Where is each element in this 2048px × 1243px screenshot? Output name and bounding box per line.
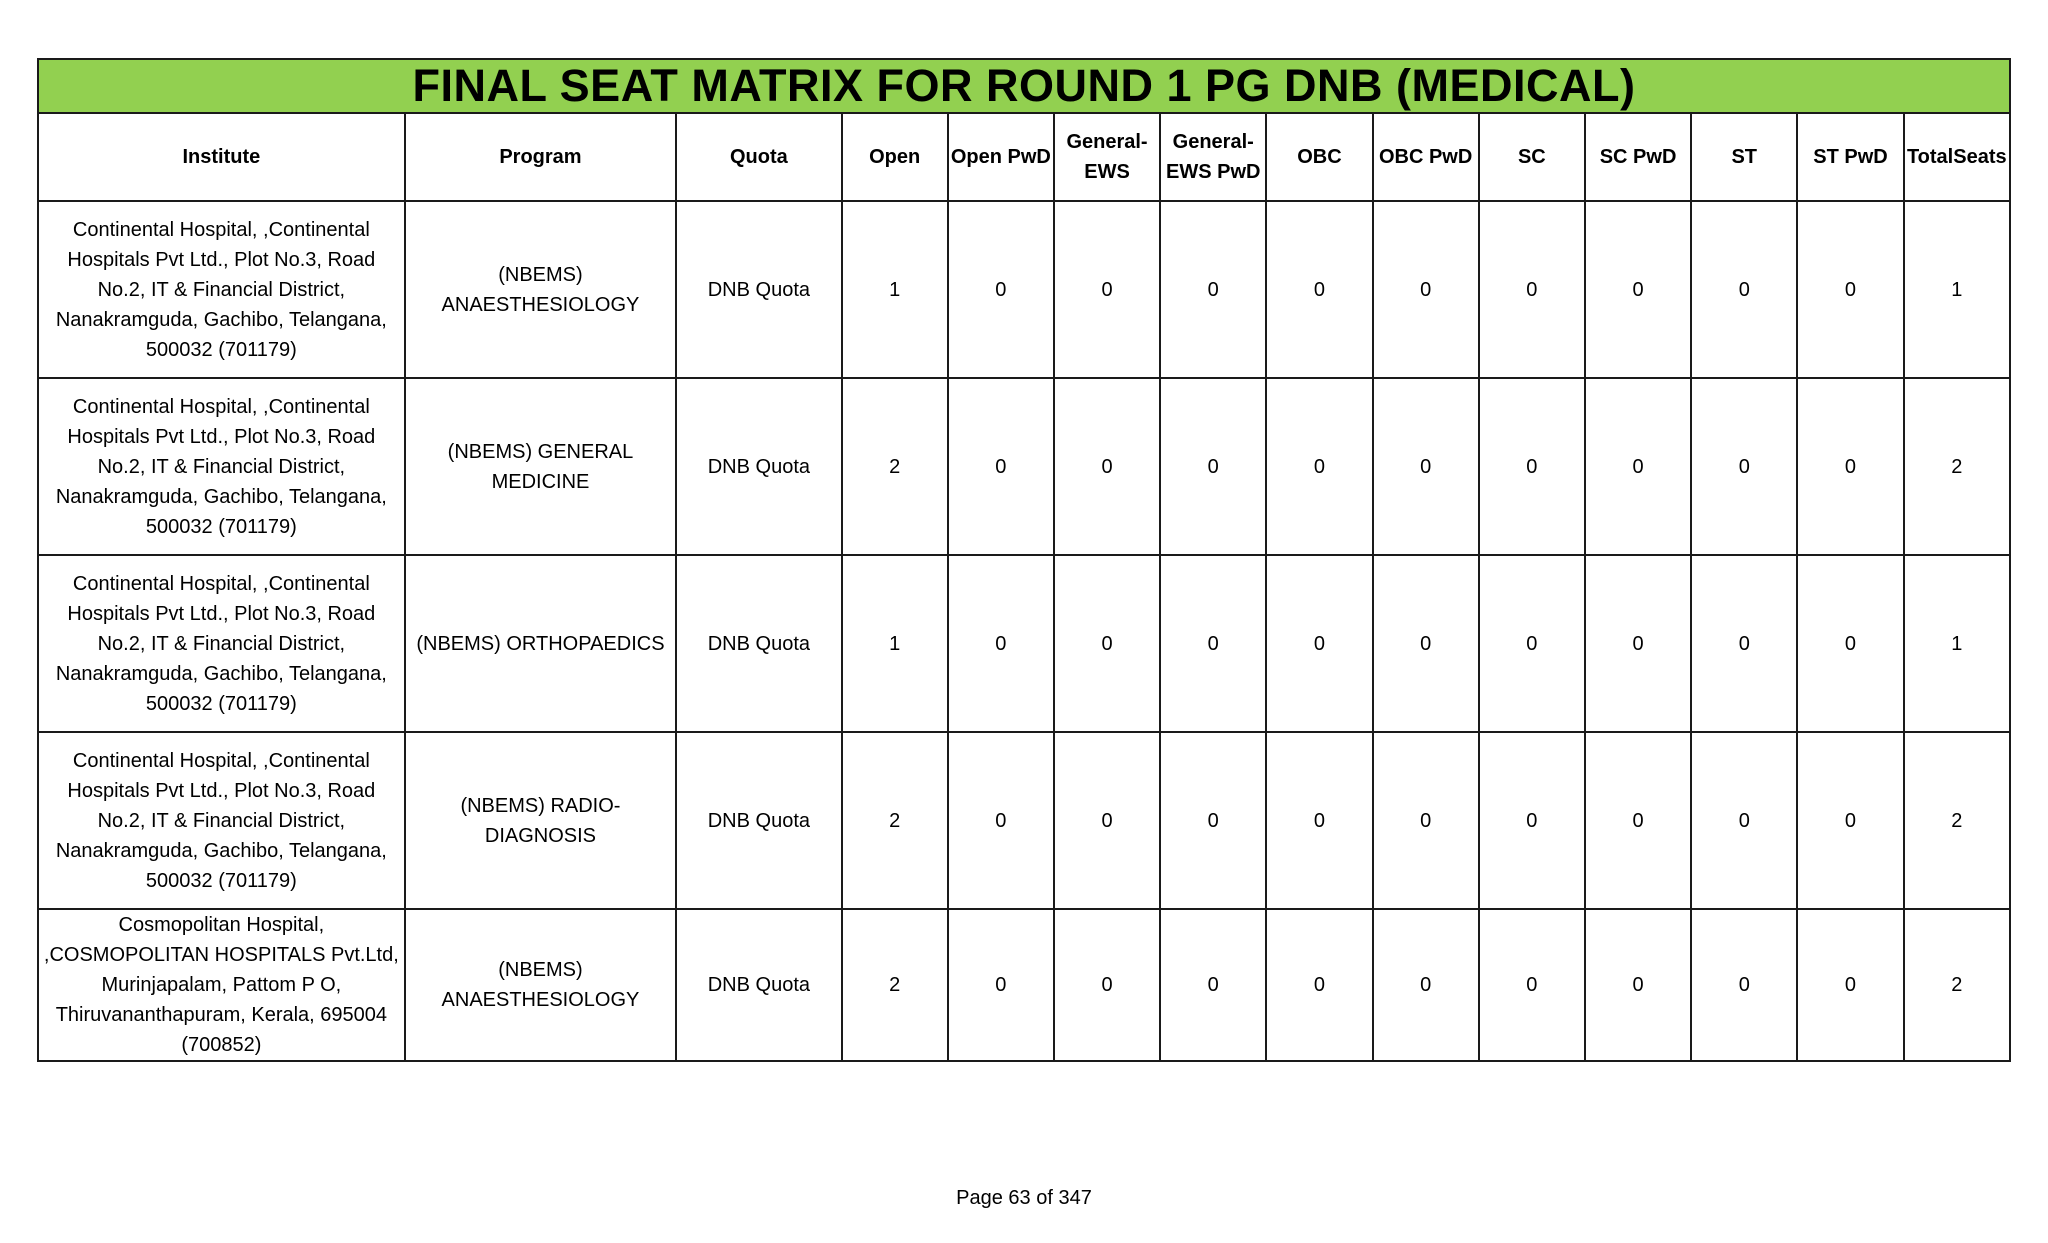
obc-cell: 0: [1266, 201, 1372, 378]
total-seats-cell: 1: [1904, 201, 2010, 378]
open-cell: 1: [842, 201, 948, 378]
column-header-open-pwd: Open PwD: [948, 113, 1054, 201]
column-header-program: Program: [405, 113, 677, 201]
table-row: [38, 909, 2010, 1061]
column-header-institute: Institute: [38, 113, 405, 201]
quota-cell: DNB Quota: [676, 732, 841, 909]
st-cell: 0: [1691, 909, 1797, 1061]
total-seats-cell: 2: [1904, 909, 2010, 1061]
quota-cell: DNB Quota: [676, 555, 841, 732]
obc-cell: 0: [1266, 732, 1372, 909]
sc-cell: 0: [1479, 201, 1585, 378]
table-row: [38, 555, 2010, 732]
program-cell: (NBEMS) GENERAL MEDICINE: [405, 378, 677, 555]
total-seats-cell: 2: [1904, 378, 2010, 555]
table-row: [38, 201, 2010, 378]
quota-cell: DNB Quota: [676, 378, 841, 555]
obc-pwd-cell: 0: [1373, 555, 1479, 732]
general-ews-cell: 0: [1054, 732, 1160, 909]
general-ews-pwd-cell: 0: [1160, 732, 1266, 909]
general-ews-pwd-cell: 0: [1160, 909, 1266, 1061]
page-number: Page 63 of 347: [956, 1187, 1092, 1209]
st-cell: 0: [1691, 201, 1797, 378]
sc-pwd-cell: 0: [1585, 378, 1691, 555]
institute-cell: Continental Hospital, ,Continental Hospitals Pvt Ltd., Plot No.3, Road No.2, IT & Financial District, Nanakramguda, Gachibo, Telangana, 500032 (701179): [38, 732, 405, 909]
program-cell: (NBEMS) ORTHOPAEDICS: [405, 555, 677, 732]
general-ews-cell: 0: [1054, 555, 1160, 732]
open-pwd-cell: 0: [948, 201, 1054, 378]
institute-cell: Continental Hospital, ,Continental Hospitals Pvt Ltd., Plot No.3, Road No.2, IT & Financial District, Nanakramguda, Gachibo, Telangana, 500032 (701179): [38, 201, 405, 378]
obc-pwd-cell: 0: [1373, 378, 1479, 555]
st-pwd-cell: 0: [1797, 378, 1903, 555]
sc-pwd-cell: 0: [1585, 555, 1691, 732]
sc-cell: 0: [1479, 909, 1585, 1061]
column-header-sc: SC: [1479, 113, 1585, 201]
general-ews-cell: 0: [1054, 909, 1160, 1061]
st-pwd-cell: 0: [1797, 732, 1903, 909]
sc-cell: 0: [1479, 378, 1585, 555]
program-cell: (NBEMS) RADIO-DIAGNOSIS: [405, 732, 677, 909]
obc-cell: 0: [1266, 909, 1372, 1061]
open-pwd-cell: 0: [948, 909, 1054, 1061]
column-header-general-ews: General-EWS: [1054, 113, 1160, 201]
general-ews-cell: 0: [1054, 378, 1160, 555]
column-header-st-pwd: ST PwD: [1797, 113, 1903, 201]
sc-cell: 0: [1479, 555, 1585, 732]
column-header-st: ST: [1691, 113, 1797, 201]
sc-pwd-cell: 0: [1585, 201, 1691, 378]
sc-pwd-cell: 0: [1585, 909, 1691, 1061]
institute-cell: Cosmopolitan Hospital, ,COSMOPOLITAN HOSPITALS Pvt.Ltd, Murinjapalam, Pattom P O, Thiruvananthapuram, Kerala, 695004 (700852): [38, 909, 405, 1061]
general-ews-pwd-cell: 0: [1160, 555, 1266, 732]
program-cell: (NBEMS) ANAESTHESIOLOGY: [405, 909, 677, 1061]
table-title: FINAL SEAT MATRIX FOR ROUND 1 PG DNB (MEDICAL): [38, 59, 2010, 113]
open-cell: 2: [842, 378, 948, 555]
total-seats-cell: 2: [1904, 732, 2010, 909]
st-pwd-cell: 0: [1797, 201, 1903, 378]
open-cell: 2: [842, 732, 948, 909]
open-pwd-cell: 0: [948, 555, 1054, 732]
institute-cell: Continental Hospital, ,Continental Hospitals Pvt Ltd., Plot No.3, Road No.2, IT & Financial District, Nanakramguda, Gachibo, Telangana, 500032 (701179): [38, 378, 405, 555]
institute-cell: Continental Hospital, ,Continental Hospitals Pvt Ltd., Plot No.3, Road No.2, IT & Financial District, Nanakramguda, Gachibo, Telangana, 500032 (701179): [38, 555, 405, 732]
st-cell: 0: [1691, 555, 1797, 732]
column-header-general-ews-pwd: General-EWS PwD: [1160, 113, 1266, 201]
sc-cell: 0: [1479, 732, 1585, 909]
obc-pwd-cell: 0: [1373, 732, 1479, 909]
column-header-sc-pwd: SC PwD: [1585, 113, 1691, 201]
open-cell: 2: [842, 909, 948, 1061]
column-header-obc-pwd: OBC PwD: [1373, 113, 1479, 201]
open-pwd-cell: 0: [948, 732, 1054, 909]
total-seats-cell: 1: [1904, 555, 2010, 732]
quota-cell: DNB Quota: [676, 201, 841, 378]
obc-cell: 0: [1266, 555, 1372, 732]
column-header-quota: Quota: [676, 113, 841, 201]
general-ews-pwd-cell: 0: [1160, 378, 1266, 555]
general-ews-cell: 0: [1054, 201, 1160, 378]
obc-pwd-cell: 0: [1373, 909, 1479, 1061]
open-pwd-cell: 0: [948, 378, 1054, 555]
sc-pwd-cell: 0: [1585, 732, 1691, 909]
obc-pwd-cell: 0: [1373, 201, 1479, 378]
column-header-open: Open: [842, 113, 948, 201]
st-pwd-cell: 0: [1797, 555, 1903, 732]
obc-cell: 0: [1266, 378, 1372, 555]
open-cell: 1: [842, 555, 948, 732]
st-pwd-cell: 0: [1797, 909, 1903, 1061]
column-header-total-seats: TotalSeats: [1904, 113, 2010, 201]
program-cell: (NBEMS) ANAESTHESIOLOGY: [405, 201, 677, 378]
st-cell: 0: [1691, 378, 1797, 555]
general-ews-pwd-cell: 0: [1160, 201, 1266, 378]
table-row: [38, 378, 2010, 555]
table-row: [38, 732, 2010, 909]
st-cell: 0: [1691, 732, 1797, 909]
column-header-obc: OBC: [1266, 113, 1372, 201]
seat-matrix-table: [37, 58, 2011, 1062]
header-row: [38, 113, 2010, 201]
quota-cell: DNB Quota: [676, 909, 841, 1061]
